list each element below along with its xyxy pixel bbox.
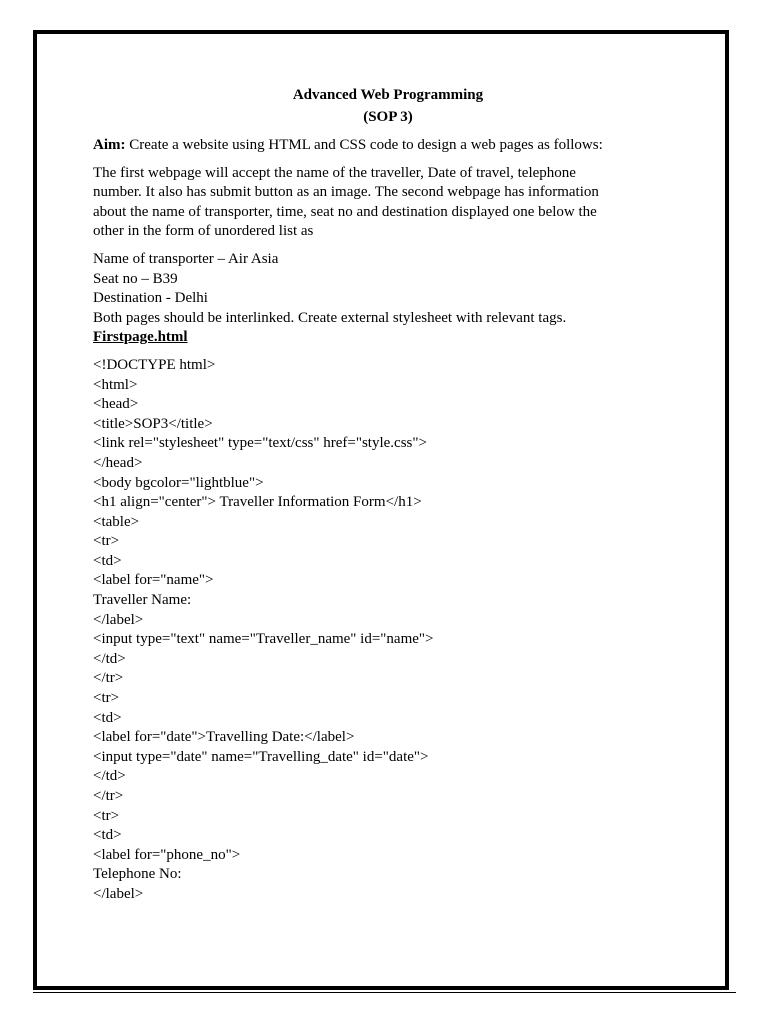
- code-line: </tr>: [93, 788, 124, 804]
- code-line: <label for="phone_no">: [93, 846, 241, 863]
- aim-paragraph: [93, 136, 683, 156]
- detail-line: Seat no – B39: [93, 270, 178, 287]
- code-listing: [93, 356, 683, 905]
- code-line: <link rel="stylesheet" type="text/css" href="style.css">: [93, 435, 427, 452]
- code-line: <td>: [93, 552, 122, 569]
- aim-label: Aim:: [93, 137, 126, 153]
- code-line: </td>: [93, 650, 126, 667]
- section-heading: Firstpage.html: [93, 329, 188, 346]
- code-line: </label>: [93, 611, 144, 628]
- code-line: <input type="date" name="Travelling_date" id="date">: [93, 748, 429, 765]
- description-line: other in the form of unordered list as: [93, 223, 314, 240]
- document-title: Advanced Web Programming: [292, 87, 484, 103]
- code-line: <table>: [93, 513, 140, 530]
- code-line: <title>SOP3</title>: [93, 415, 213, 432]
- code-line: <label for="date">Travelling Date:</label>: [93, 729, 355, 746]
- page-border-bottom-rule: [33, 992, 736, 993]
- code-line: <body bgcolor="lightblue">: [93, 474, 264, 491]
- description-line: about the name of transporter, time, seat no and destination displayed one below the: [93, 203, 597, 220]
- code-line: </label>: [93, 885, 144, 902]
- code-line: Traveller Name:: [93, 592, 192, 609]
- code-line: </td>: [93, 768, 126, 785]
- code-line: <head>: [93, 396, 139, 413]
- transport-details: [93, 250, 683, 328]
- document-content: [93, 86, 683, 905]
- code-line: </head>: [93, 454, 143, 471]
- detail-line: Destination - Delhi: [93, 290, 208, 307]
- description-line: The first webpage will accept the name of the traveller, Date of travel, telephone: [93, 164, 576, 181]
- code-line: <input type="text" name="Traveller_name" id="name">: [93, 631, 434, 648]
- detail-line: Name of transporter – Air Asia: [93, 250, 279, 267]
- code-line: <label for="name">: [93, 572, 214, 589]
- document-subtitle: (SOP 3): [363, 109, 413, 125]
- code-line: <h1 align="center"> Traveller Information Form</h1>: [93, 494, 422, 511]
- code-line: </tr>: [93, 670, 124, 687]
- description-line: number. It also has submit button as an image. The second webpage has information: [93, 184, 599, 201]
- code-line: Telephone No:: [93, 866, 182, 883]
- code-line: <td>: [93, 709, 122, 726]
- code-line: <td>: [93, 827, 122, 844]
- code-line: <!DOCTYPE html>: [93, 356, 216, 373]
- detail-line: Both pages should be interlinked. Create external stylesheet with relevant tags.: [93, 309, 567, 326]
- code-line: <html>: [93, 376, 138, 393]
- code-line: <tr>: [93, 533, 120, 550]
- code-line: <tr>: [93, 807, 120, 824]
- aim-text: Create a website using HTML and CSS code to design a web pages as follows:: [125, 137, 603, 153]
- description-paragraph: [93, 164, 683, 242]
- code-line: <tr>: [93, 690, 120, 707]
